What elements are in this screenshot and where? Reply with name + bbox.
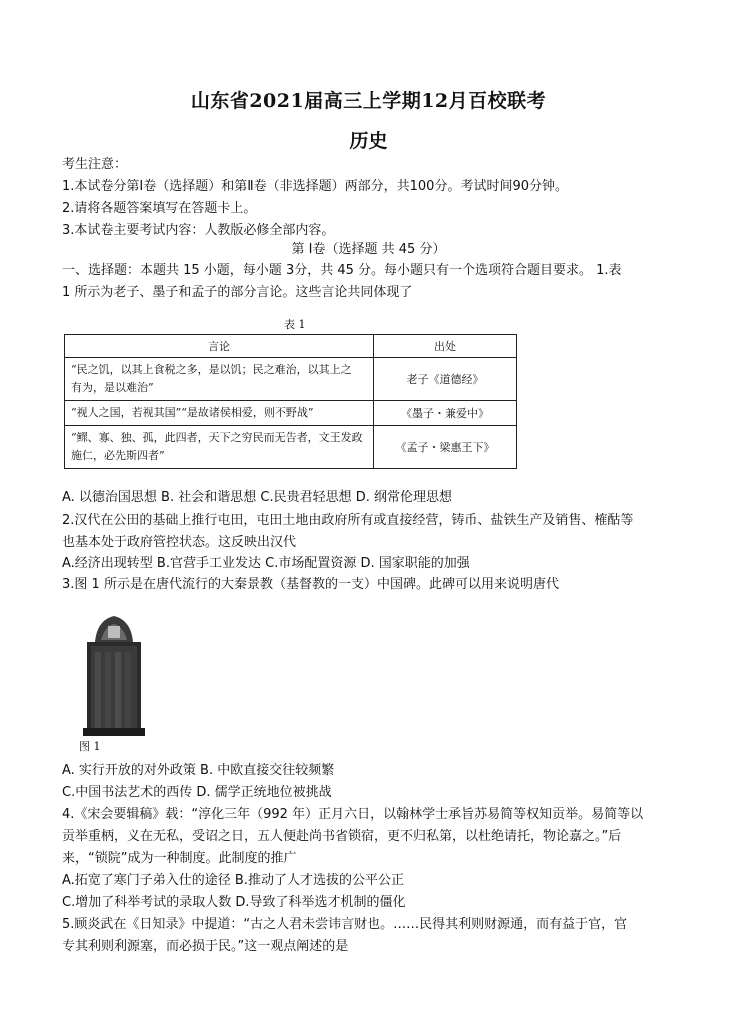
question-stem-line: 来，“锁院”成为一种制度。此制度的推广: [62, 851, 297, 866]
table-row: [65, 426, 517, 469]
exam-title: 山东省2021届高三上学期12月百校联考: [190, 90, 547, 112]
question-options: A. 实行开放的对外政策 B. 中欧直接交往较频繁: [62, 763, 335, 778]
note-line: 1.本试卷分第Ⅰ卷（选择题）和第Ⅱ卷（非选择题）两部分，共100分。考试时间90分钟。: [62, 179, 568, 194]
quote-line: 有为，是以难治”: [71, 381, 154, 394]
question-stem-line: 3.图 1 所示是在唐代流行的大秦景教（基督教的一支）中国碑。此碑可以用来说明唐代: [62, 577, 559, 592]
question-stem-line: 5.顾炎武在《日知录》中提道：“古之人君未尝讳言财也。……民得其利则财源通，而有益于官，官: [62, 917, 628, 932]
question-options: C.增加了科举考试的录取人数 D.导致了科举选才机制的僵化: [62, 895, 406, 910]
question-options: A.拓宽了寒门子弟入仕的途径 B.推动了人才选拔的公平公正: [62, 873, 404, 888]
table-header-cell: 出处: [374, 335, 517, 358]
question-stem-line: 2.汉代在公田的基础上推行屯田，屯田土地由政府所有或直接经营，铸币、盐铁生产及销售、榷酤等: [62, 513, 634, 528]
stele-photo: [77, 612, 151, 736]
table-row: [65, 358, 517, 401]
quote-cell: [65, 401, 374, 426]
quote-cell: [65, 358, 374, 401]
quote-line: “视人之国，若视其国”“是故诸侯相爱，则不野战”: [71, 406, 314, 419]
source-cell: 老子《道德经》: [374, 358, 517, 401]
question-stem-line: 4.《宋会要辑稿》载：“淳化三年（992 年）正月六日，以翰林学士承旨苏易简等权知贡举。易简等以: [62, 807, 644, 822]
quote-line: “鳏、寡、独、孤，此四者，天下之穷民而无告者，文王发政: [71, 431, 363, 444]
source-cell: 《墨子・兼爱中》: [374, 401, 517, 426]
quote-cell: [65, 426, 374, 469]
question-options: A.经济出现转型 B.官营手工业发达 C.市场配置资源 D. 国家职能的加强: [62, 556, 470, 571]
exam-subject: 历史: [349, 130, 388, 152]
quote-line: “民之饥，以其上食税之多，是以饥；民之难治，以其上之: [71, 363, 352, 376]
table-header-row: [65, 335, 517, 358]
note-line: 3.本试卷主要考试内容：人教版必修全部内容。: [62, 223, 335, 238]
note-line: 2.请将各题答案填写在答题卡上。: [62, 201, 257, 216]
quotes-table: [64, 334, 517, 469]
table-row: [65, 401, 517, 426]
question-options: C.中国书法艺术的西传 D. 儒学正统地位被挑战: [62, 785, 332, 800]
question-options: A. 以德治国思想 B. 社会和谐思想 C.民贵君轻思想 D. 纲常伦理思想: [62, 490, 452, 505]
section-intro-line: 1 所示为老子、墨子和孟子的部分言论。这些言论共同体现了: [62, 285, 413, 300]
section-title: 第 Ⅰ卷（选择题 共 45 分）: [291, 242, 446, 257]
question-stem-line: 专其利则利源塞，而必损于民。”这一观点阐述的是: [62, 939, 349, 954]
figure-caption: 图 1: [79, 740, 101, 753]
table-header-cell: 言论: [65, 335, 374, 358]
quote-line: 施仁，必先斯四者”: [71, 449, 165, 462]
question-stem-line: 也基本处于政府管控状态。这反映出汉代: [62, 535, 297, 550]
section-intro-line: 一、选择题：本题共 15 小题，每小题 3分，共 45 分。每小题只有一个选项符合题目要求。 1.表: [62, 263, 622, 278]
question-stem-line: 贡举重柄，义在无私，受诏之日，五人便赴尚书省锁宿，更不归私第，以杜绝请托，物论嘉之。”后: [62, 829, 622, 844]
notes-heading: 考生注意：: [62, 157, 128, 172]
source-cell: 《孟子・梁惠王下》: [374, 426, 517, 469]
table-caption: 表 1: [284, 318, 306, 331]
